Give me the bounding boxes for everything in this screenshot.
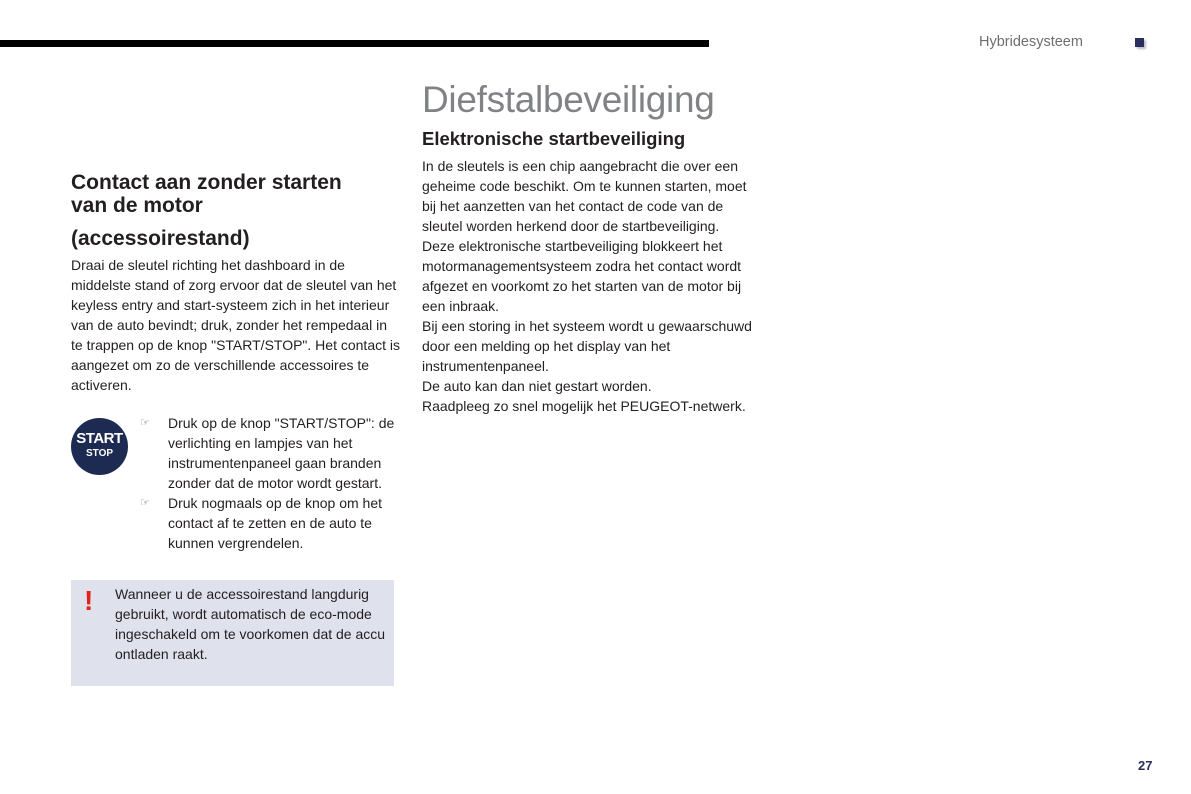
pointing-hand-icon: ☞ xyxy=(140,497,150,509)
page-number: 27 xyxy=(1138,758,1153,773)
start-label: START xyxy=(76,430,123,447)
paragraph: Raadpleeg zo snel mogelijk het PEUGEOT-netwerk. xyxy=(422,398,746,414)
warning-text: Wanneer u de accessoirestand langdurig gebruikt, wordt automatisch de eco-mode ingeschakeld om te voorkomen dat de accu ontladen raakt. xyxy=(115,586,386,662)
list-item xyxy=(140,493,400,553)
warning-box xyxy=(71,580,394,686)
stop-label: STOP xyxy=(85,448,114,459)
right-body xyxy=(422,156,752,416)
page-title: Diefstalbeveiliging xyxy=(422,79,715,120)
list-item xyxy=(140,413,400,493)
list-item-text: Druk op de knop "START/STOP": de verlichting en lampjes van het instrumentenpaneel gaan branden zonder dat de motor wordt gestart. xyxy=(168,415,395,491)
paragraph: In de sleutels is een chip aangebracht die over een geheime code beschikt. Om te kunnen starten, moet bij het aanzetten van het contact de code van de sleutel worden herkend door de startbeveiliging. xyxy=(422,158,747,234)
list-item-text: Druk nogmaals op de knop om het contact af te zetten en de auto te kunnen vergrendelen. xyxy=(168,495,383,551)
square-marker-icon xyxy=(1135,38,1144,47)
left-heading-line1: Contact aan zonder starten xyxy=(71,171,342,194)
paragraph: Bij een storing in het systeem wordt u gewaarschuwd door een melding op het display van het instrumentenpaneel. xyxy=(422,318,752,374)
right-subheading: Elektronische startbeveiliging xyxy=(422,128,686,149)
start-stop-button-icon xyxy=(71,418,128,475)
section-label: Hybridesysteem xyxy=(979,34,1083,50)
header-rule xyxy=(0,40,709,47)
paragraph: De auto kan dan niet gestart worden. xyxy=(422,378,652,394)
pointing-hand-icon: ☞ xyxy=(140,417,150,429)
paragraph: Deze elektronische startbeveiliging blokkeert het motormanagementsysteem zodra het contact wordt afgezet en voorkomt zo het starten van de motor bij een inbraak. xyxy=(422,238,742,314)
left-heading-line2: van de motor xyxy=(71,194,203,217)
left-heading-line3: (accessoirestand) xyxy=(71,227,250,250)
left-heading xyxy=(71,168,401,253)
left-intro-paragraph: Draai de sleutel richting het dashboard in de middelste stand of zorg ervoor dat de sleutel van het keyless entry and start-systeem zich in het interieur van de auto bevindt; druk, zonder het rempedaal in te trappen op de knop "START/STOP". Het contact is aangezet om zo de verschillende accessoires te activeren. xyxy=(71,257,400,393)
exclamation-icon: ! xyxy=(84,585,94,616)
instruction-list xyxy=(140,413,400,553)
